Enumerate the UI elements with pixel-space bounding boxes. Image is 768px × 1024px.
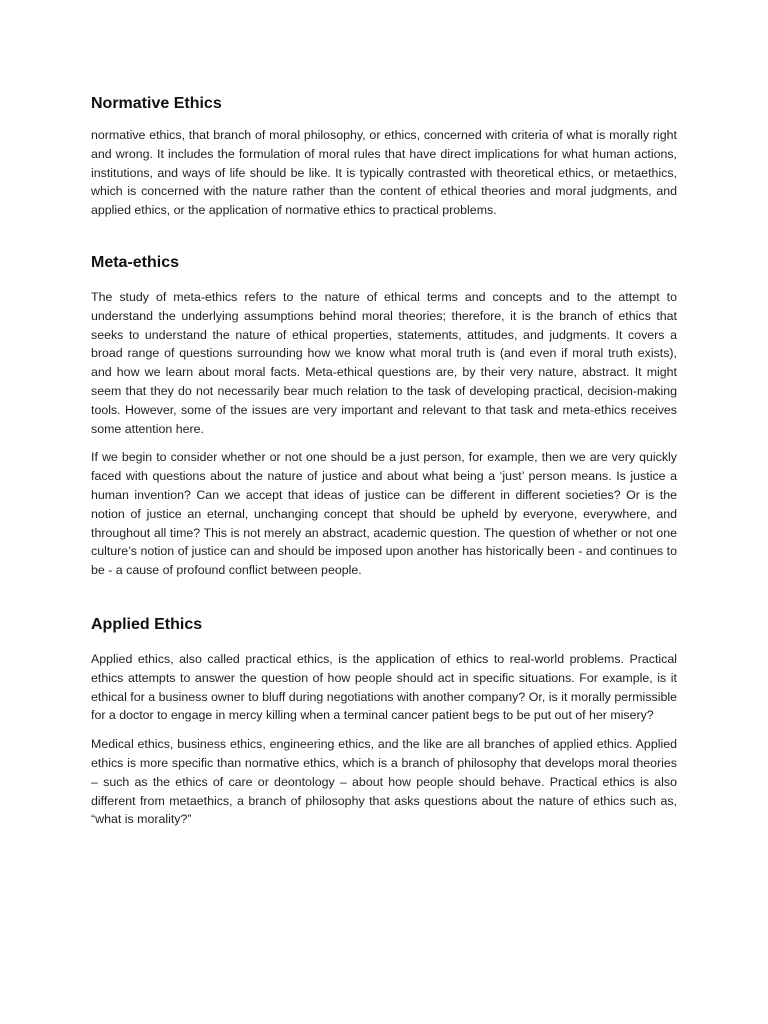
paragraph: Applied ethics, also called practical ethics, is the application of ethics to real-world problems. Practical ethics attempts to answer the question of how people should act in specific situations. For example, is it ethical for a business owner to bluff during negotiations with another company? Or, is it morally permissible for a doctor to engage in mercy killing when a terminal cancer patient begs to be put out of her misery? (91, 651, 677, 723)
section-heading: Meta-ethics (91, 253, 180, 271)
document-page (91, 92, 677, 839)
section-applied-ethics (91, 613, 677, 829)
section-heading: Normative Ethics (91, 95, 222, 112)
paragraph: If we begin to consider whether or not one should be a just person, for example, then we are very quickly faced with questions about the nature of justice and about what being a ‘just’ person means. Is justice a human invention? Can we accept that ideas of justice can be different in different societies? Or is the notion of justice an eternal, unchanging concept that should be upheld by everyone, everywhere, and throughout all time? This is not merely an abstract, academic question. The question of whether or not one culture’s notion of justice can and should be imposed upon another has historically been - and continues to be - a cause of profound conflict between people. (91, 450, 677, 578)
paragraph: normative ethics, that branch of moral philosophy, or ethics, concerned with criteria of what is morally right and wrong. It includes the formulation of moral rules that have direct implications for what human actions, institutions, and ways of life should be like. It is typically contrasted with theoretical ethics, or metaethics, which is concerned with the nature rather than the content of ethical theories and moral judgments, and applied ethics, or the application of normative ethics to practical problems. (91, 128, 677, 218)
section-heading: Applied Ethics (91, 615, 203, 633)
paragraph: Medical ethics, business ethics, engineering ethics, and the like are all branches of applied ethics. Applied ethics is more specific than normative ethics, which is a branch of philosophy that develops moral theories – such as the ethics of care or deontology – about how people should behave. Practical ethics is also different from metaethics, a branch of philosophy that asks questions about the nature of ethics such as, “what is morality?” (91, 737, 677, 827)
paragraph: The study of meta-ethics refers to the nature of ethical terms and concepts and to the attempt to understand the underlying assumptions behind moral theories; therefore, it is the branch of ethics that seeks to understand the nature of ethical properties, statements, attitudes, and judgments. It covers a broad range of questions surrounding how we know what moral truth is (and even if moral truth exists), and how we learn about moral facts. Meta-ethical questions are, by their very nature, abstract. It might seem that they do not necessarily bear much relation to the task of developing practical, decision-making tools. However, some of the issues are very important and relevant to that task and meta-ethics receives some attention here. (91, 289, 677, 436)
section-normative-ethics (91, 92, 677, 220)
section-meta-ethics (91, 251, 677, 580)
